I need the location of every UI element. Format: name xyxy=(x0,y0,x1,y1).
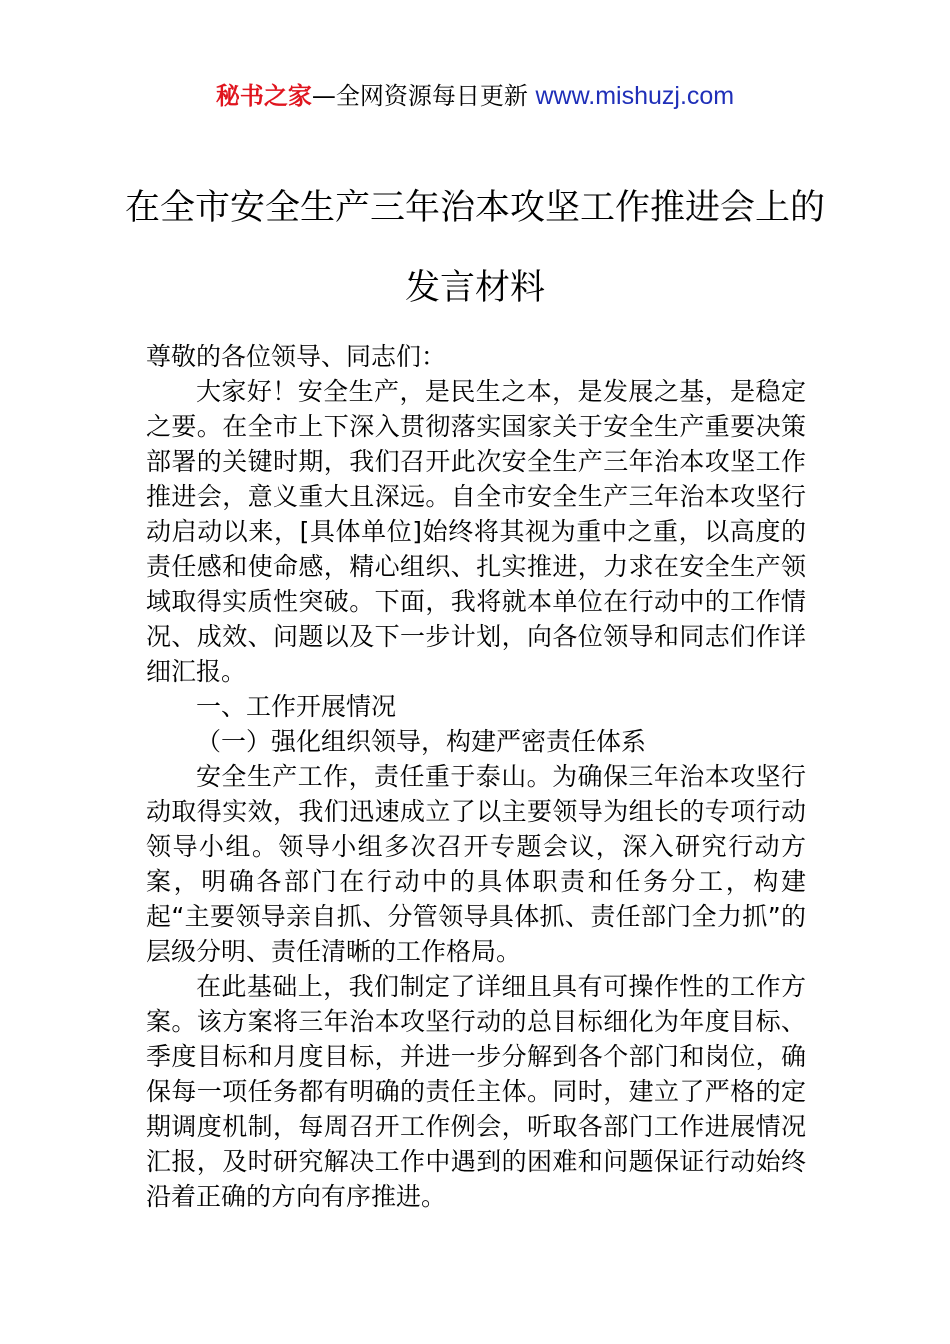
site-header xyxy=(0,80,950,112)
document-title: 在全市安全生产三年治本攻坚工作推进会上的发言材料 xyxy=(124,188,825,308)
subsection-heading: （一）强化组织领导，构建严密责任体系 xyxy=(196,727,647,756)
body-paragraph: 在此基础上，我们制定了详细且具有可操作性的工作方案。该方案将三年治本攻坚行动的总目标细化为年度目标、季度目标和月度目标，并进一步分解到各个部门和岗位，确保每一项任务都有明确的责任主体。同时，建立了严格的定期调度机制，每周召开工作例会，听取各部门工作进展情况汇报，及时研究解决工作中遇到的困难和问题保证行动始终沿着正确的方向有序推进。 xyxy=(146,972,806,1211)
header-tagline: —全网资源每日更新 xyxy=(311,82,536,110)
brand-name: 秘书之家 xyxy=(215,82,312,110)
salutation: 尊敬的各位领导、同志们： xyxy=(146,342,447,371)
section-heading: 一、工作开展情况 xyxy=(196,692,397,721)
document-body xyxy=(146,339,806,1214)
site-url-link[interactable]: www.mishuzj.com xyxy=(535,82,735,110)
body-paragraph: 安全生产工作，责任重于泰山。为确保三年治本攻坚行动取得实效，我们迅速成立了以主要领导为组长的专项行动领导小组。领导小组多次召开专题会议，深入研究行动方案，明确各部门在行动中的具体职责和任务分工，构建起“主要领导亲自抓、分管领导具体抓、责任部门全力抓”的层级分明、责任清晰的工作格局。 xyxy=(146,762,806,966)
body-paragraph: 大家好！安全生产，是民生之本，是发展之基，是稳定之要。在全市上下深入贯彻落实国家关于安全生产重要决策部署的关键时期，我们召开此次安全生产三年治本攻坚工作推进会，意义重大且深远。自全市安全生产三年治本攻坚行动启动以来，[具体单位]始终将其视为重中之重，以高度的责任感和使命感，精心组织、扎实推进，力求在安全生产领域取得实质性突破。下面，我将就本单位在行动中的工作情况、成效、问题以及下一步计划，向各位领导和同志们作详细汇报。 xyxy=(146,377,806,686)
